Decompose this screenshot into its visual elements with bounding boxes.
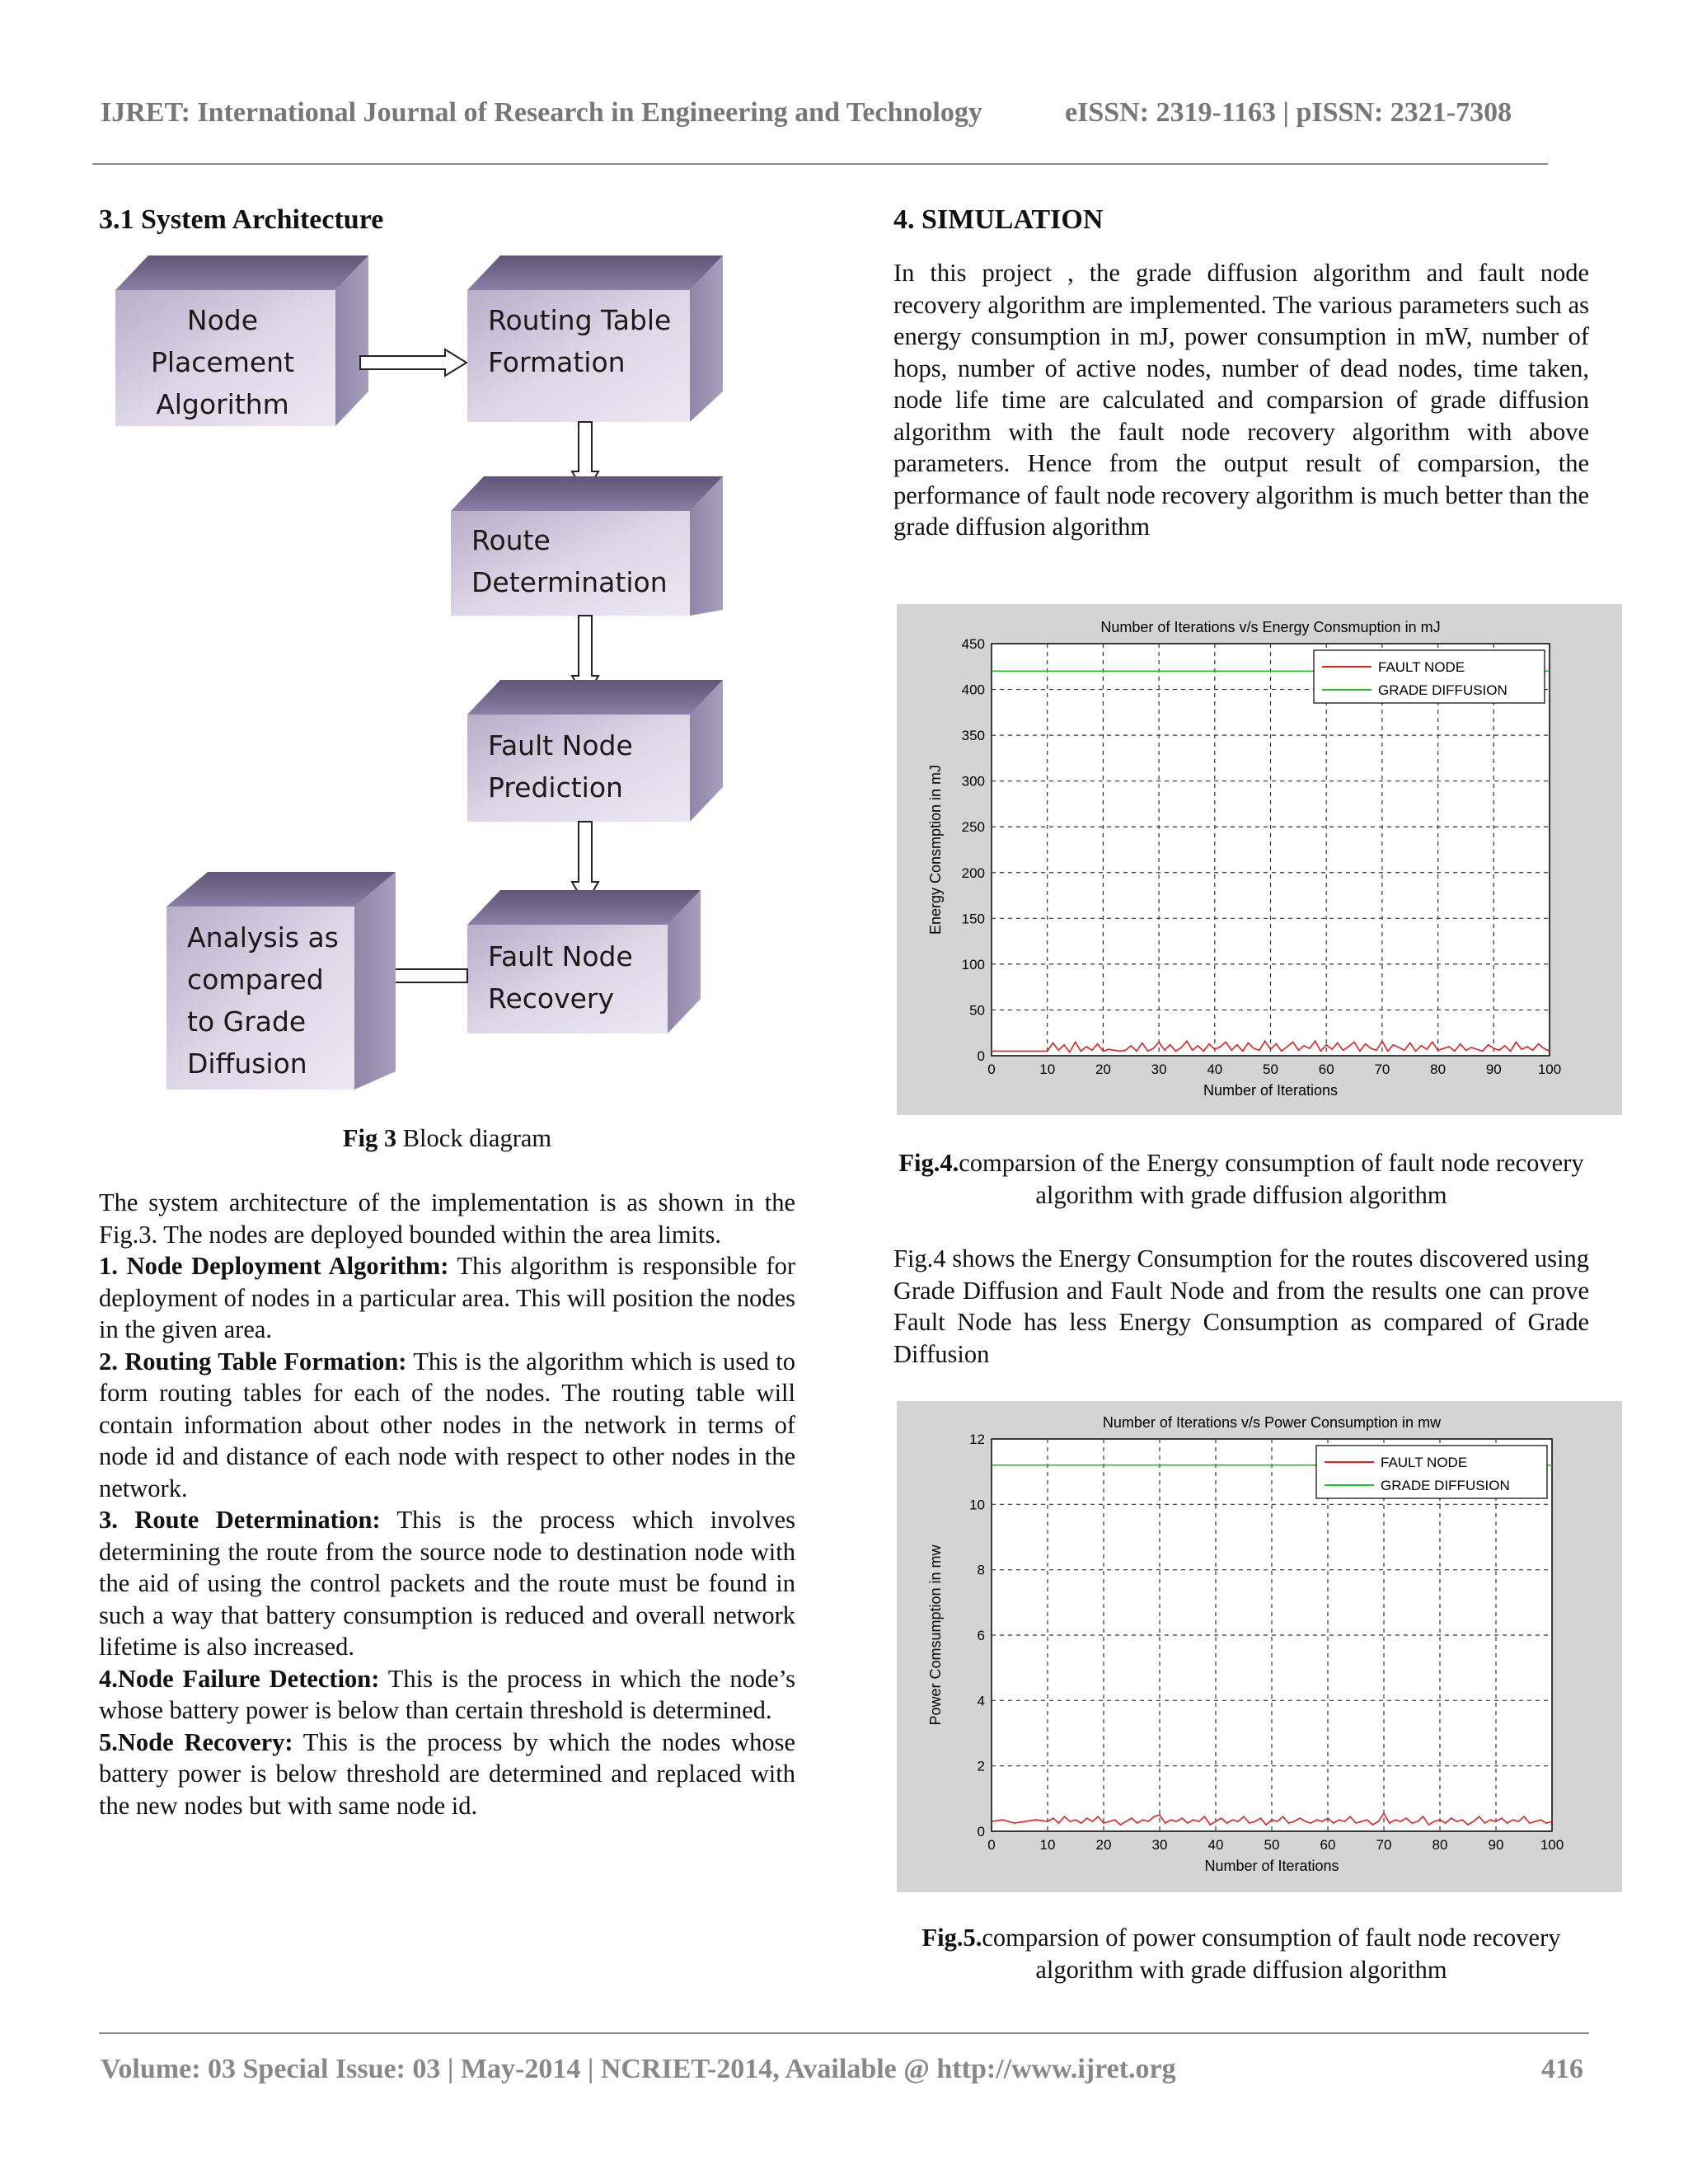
legend-label: GRADE DIFFUSION [1381, 1478, 1510, 1493]
fig5-caption-text: comparsion of power consumption of fault node recovery algorithm with grade diffusion algorithm [982, 1924, 1561, 1984]
page-number: 416 [1541, 2054, 1583, 2084]
chart-title: Number of Iterations v/s Power Consumption in mw [1102, 1414, 1442, 1431]
x-tick-label: 50 [1264, 1837, 1280, 1853]
item-label: 3. Route Determination: [99, 1506, 381, 1534]
footer-volume: Volume: 03 Special Issue: 03 | May-2014 | NCRIET-2014, Available @ http://www.ijret.org [101, 2054, 1176, 2084]
x-tick-label: 20 [1095, 1062, 1111, 1077]
item-label: 1. Node Deployment Algorithm: [99, 1252, 449, 1280]
item-text: This is the process by which the nodes whose battery power is below threshold are determined and replaced with the new nodes but with same node id. [99, 1727, 795, 1820]
y-tick-label: 200 [961, 865, 985, 881]
fig4-caption-text: comparsion of the Energy consumption of fault node recovery algorithm with grade diffusion algorithm [959, 1149, 1584, 1209]
item-text: This algorithm is responsible for deployment of nodes in a particular area. This will position the nodes in the given area. [99, 1252, 795, 1343]
simulation-intro: In this project , the grade diffusion algorithm and fault node recovery algorithm are implemented. The various parameters such as energy consumption in mJ, power consumption in mW, number of hops, number of active nodes, number of dead nodes, time taken, node life time are calculated and comparsion of grade diffusion algorithm with the fault node recovery algorithm with above parameters. Hence from the output result of comparsion, the performance of fault node recovery algorithm is much better than the grade diffusion algorithm [893, 259, 1589, 541]
x-tick-label: 30 [1151, 1062, 1167, 1077]
y-tick-label: 0 [977, 1824, 985, 1840]
item-text: This is the process which involves determining the route from the source node to destination node with the aid of using the control packets and the route must be found in such a way that battery consumption is reduced and overall network lifetime is also increased. [99, 1506, 796, 1661]
route-determination-line1: Route [471, 524, 551, 556]
x-tick-label: 60 [1320, 1837, 1336, 1853]
legend-label: FAULT NODE [1378, 659, 1465, 675]
y-tick-label: 12 [969, 1432, 985, 1447]
y-tick-label: 400 [961, 682, 985, 698]
item-text: This is the process in which the node’s whose battery power is below than certain threshold is determined. [99, 1664, 796, 1724]
list-item [99, 1346, 795, 1505]
footer-rule [99, 2032, 1589, 2034]
y-tick-label: 50 [969, 1002, 985, 1019]
list-item [99, 1250, 795, 1346]
y-tick-label: 350 [961, 728, 985, 744]
fig4-description: Fig.4 shows the Energy Consumption for the routes discovered using Grade Diffusion and Fault Node and from the results one can prove Fault Node has less Energy Consumption as compared of Grade Diffusion [893, 1244, 1589, 1368]
fault-prediction-line1: Fault Node [488, 729, 633, 762]
node-placement-box [115, 255, 368, 426]
x-tick-label: 20 [1095, 1837, 1112, 1853]
x-tick-label: 90 [1485, 1062, 1502, 1077]
list-item [99, 1663, 795, 1727]
x-tick-label: 0 [987, 1837, 996, 1853]
fault-prediction-box [467, 680, 723, 822]
fig5-caption [893, 1922, 1589, 1985]
routing-table-box [467, 255, 723, 422]
y-tick-label: 8 [977, 1562, 985, 1578]
fig4-caption [893, 1147, 1589, 1211]
x-tick-label: 50 [1263, 1062, 1278, 1077]
header-rule [92, 163, 1548, 165]
x-axis-label: Number of Iterations [1204, 1858, 1339, 1874]
block-diagram [107, 247, 734, 1104]
x-tick-label: 40 [1207, 1062, 1223, 1077]
route-determination-box [451, 476, 723, 616]
node-placement-line1: Node [186, 304, 259, 336]
y-tick-label: 2 [977, 1758, 985, 1774]
fault-recovery-line1: Fault Node [488, 940, 633, 972]
architecture-text [99, 1187, 795, 1821]
fig5-chart [897, 1401, 1622, 1892]
journal-header: IJRET: International Journal of Research in Engineering and Technology [101, 97, 982, 128]
list-item [99, 1504, 795, 1663]
x-tick-label: 0 [987, 1062, 996, 1077]
issn-header: eISSN: 2319-1163 | pISSN: 2321-7308 [1065, 97, 1512, 128]
y-tick-label: 4 [977, 1693, 985, 1709]
y-tick-label: 150 [961, 911, 985, 927]
fault-prediction-line2: Prediction [488, 771, 623, 804]
x-tick-label: 10 [1039, 1837, 1056, 1853]
y-tick-label: 450 [961, 636, 985, 652]
architecture-intro: The system architecture of the implementation is as shown in the Fig.3. The nodes are deployed bounded within the area limits. [99, 1188, 795, 1249]
x-tick-label: 100 [1537, 1062, 1562, 1077]
fig4-chart [897, 604, 1622, 1115]
y-tick-label: 300 [961, 773, 985, 790]
analysis-box [166, 872, 396, 1090]
x-tick-label: 70 [1374, 1062, 1390, 1077]
x-tick-label: 90 [1488, 1837, 1504, 1853]
routing-table-line2: Formation [488, 346, 626, 378]
y-axis-label: Power Comsumption in mw [927, 1544, 944, 1726]
fig3-caption-bold: Fig 3 [342, 1124, 397, 1152]
energy-chart [897, 604, 1622, 1115]
fig3-caption-text: Block diagram [396, 1124, 552, 1152]
item-label: 4.Node Failure Detection: [99, 1664, 380, 1693]
arrow-right-icon [360, 349, 467, 376]
x-axis-label: Number of Iterations [1203, 1082, 1339, 1099]
routing-table-line1: Routing Table [488, 304, 672, 336]
item-label: 5.Node Recovery: [99, 1727, 293, 1756]
x-tick-label: 30 [1151, 1837, 1168, 1853]
y-tick-label: 0 [977, 1048, 985, 1064]
y-tick-label: 10 [969, 1497, 985, 1513]
x-tick-label: 80 [1430, 1062, 1447, 1077]
section-title-architecture: 3.1 System Architecture [99, 204, 384, 235]
fault-recovery-line2: Recovery [488, 982, 615, 1015]
fig3-caption [99, 1122, 795, 1155]
node-placement-line3: Algorithm [156, 388, 289, 420]
y-tick-label: 6 [977, 1628, 985, 1643]
analysis-line3: to Grade [187, 1005, 307, 1038]
analysis-line4: Diffusion [187, 1047, 307, 1080]
x-tick-label: 40 [1207, 1837, 1224, 1853]
node-placement-line2: Placement [150, 346, 295, 378]
x-tick-label: 70 [1376, 1837, 1392, 1853]
x-tick-label: 80 [1432, 1837, 1448, 1853]
x-tick-label: 60 [1318, 1062, 1334, 1077]
x-tick-label: 10 [1039, 1062, 1056, 1077]
legend-label: GRADE DIFFUSION [1378, 682, 1507, 698]
list-item [99, 1727, 795, 1822]
item-label: 2. Routing Table Formation: [99, 1347, 407, 1376]
fig5-caption-bold: Fig.5. [921, 1924, 982, 1952]
fig4-caption-bold: Fig.4. [898, 1149, 959, 1177]
x-tick-label: 100 [1540, 1837, 1564, 1853]
item-text: This is the algorithm which is used to form routing tables for each of the nodes. The routing table will contain information about other nodes in the network in terms of node id and distance of each node with respect to other nodes in the network. [99, 1347, 795, 1502]
section-title-simulation: 4. SIMULATION [893, 204, 1104, 235]
legend-label: FAULT NODE [1381, 1455, 1468, 1470]
chart-title: Number of Iterations v/s Energy Consmuption in mJ [1100, 619, 1441, 635]
route-determination-line2: Determination [471, 566, 668, 598]
fault-recovery-box [467, 890, 701, 1033]
y-tick-label: 100 [961, 956, 985, 972]
y-tick-label: 250 [961, 819, 985, 836]
power-chart [897, 1401, 1622, 1892]
y-axis-label: Energy Consmption in mJ [927, 764, 944, 935]
analysis-line2: compared [187, 963, 324, 996]
analysis-line1: Analysis as [187, 921, 339, 954]
